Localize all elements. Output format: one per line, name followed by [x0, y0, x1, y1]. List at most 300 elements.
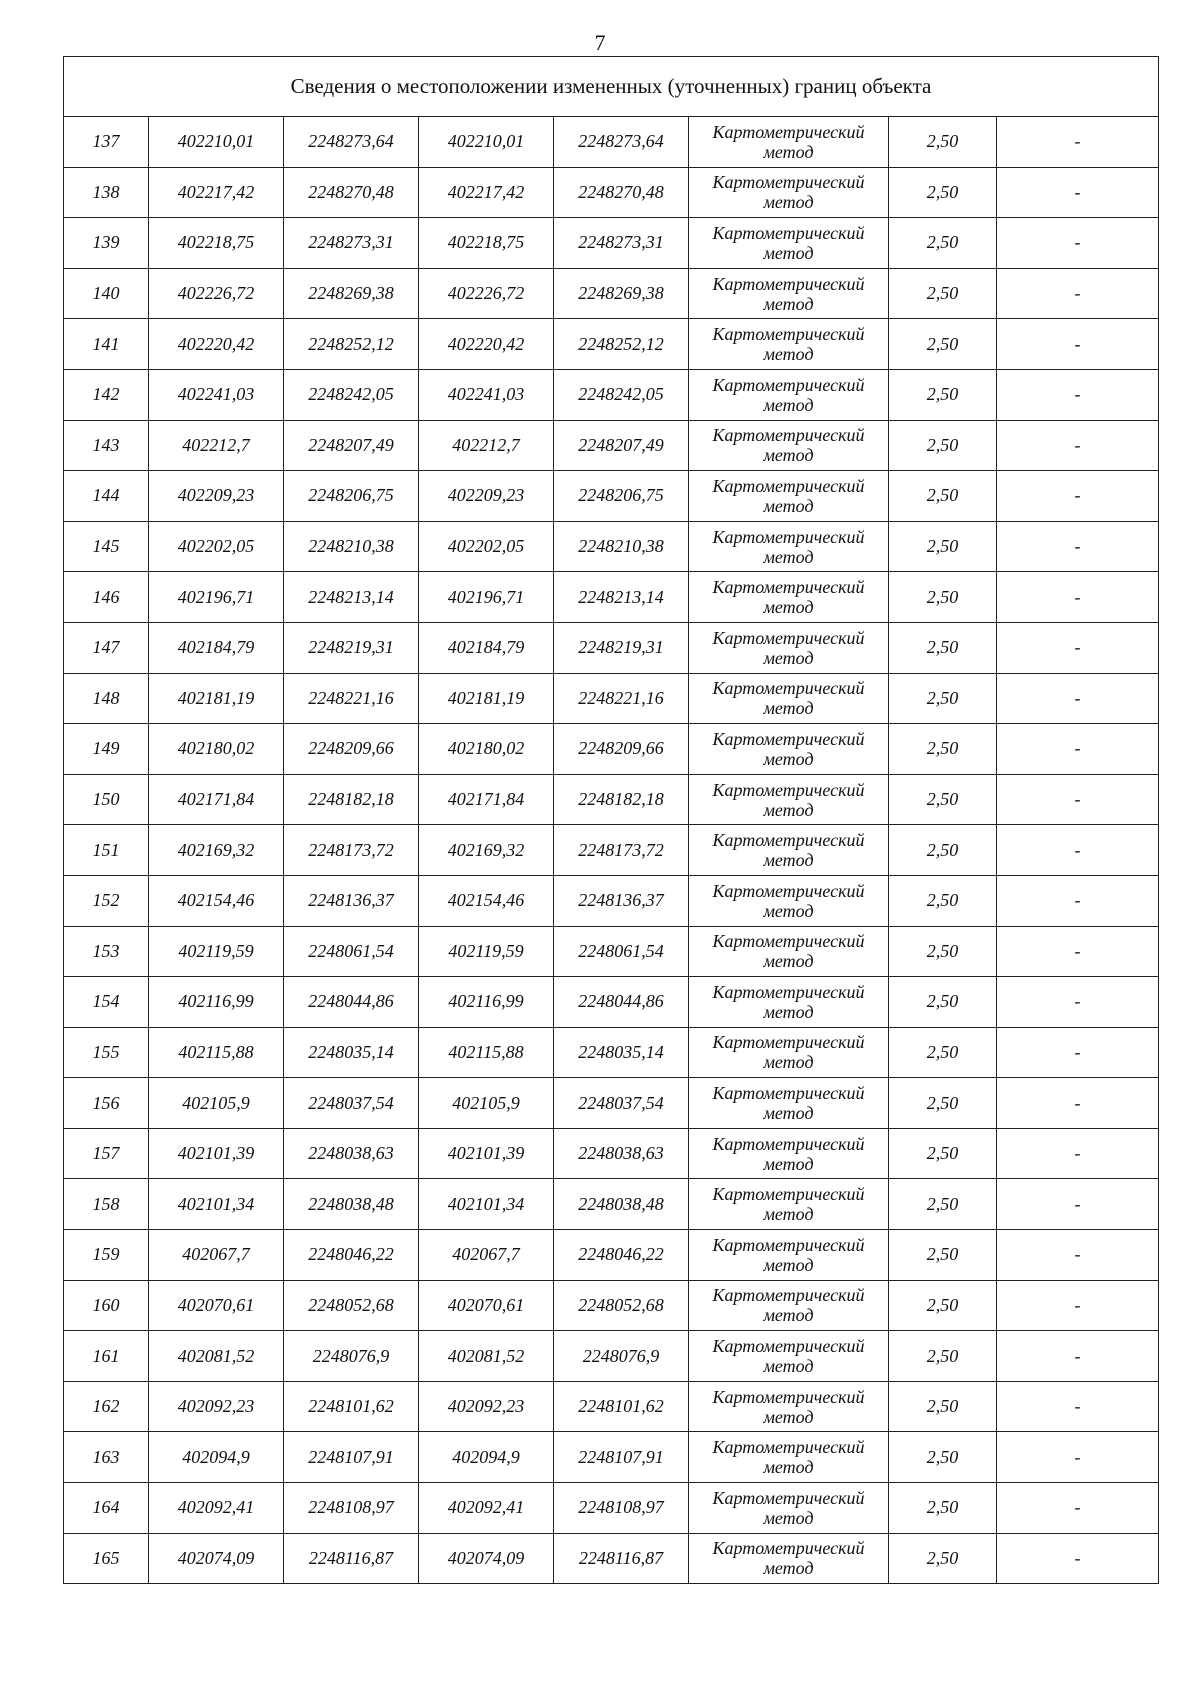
y-existing-cell: 2248210,38 — [284, 521, 419, 572]
x-refined-cell: 402202,05 — [419, 521, 554, 572]
method-line-1: Картометрический — [712, 981, 865, 1002]
point-number-cell: 147 — [64, 622, 149, 673]
description-cell: - — [997, 218, 1159, 269]
y-refined-cell: 2248107,91 — [554, 1432, 689, 1483]
x-refined-cell: 402067,7 — [419, 1230, 554, 1281]
x-existing-cell: 402210,01 — [149, 117, 284, 168]
point-number-cell: 142 — [64, 369, 149, 420]
y-refined-cell: 2248061,54 — [554, 926, 689, 977]
x-existing-cell: 402070,61 — [149, 1280, 284, 1331]
method-line-2: метод — [763, 748, 814, 769]
boundary-coordinates-table — [63, 56, 1159, 1584]
method-line-1: Картометрический — [712, 273, 865, 294]
table-row — [64, 1432, 1159, 1483]
table-row — [64, 622, 1159, 673]
method-cell — [689, 1078, 889, 1129]
accuracy-cell: 2,50 — [889, 875, 997, 926]
y-refined-cell: 2248046,22 — [554, 1230, 689, 1281]
accuracy-cell: 2,50 — [889, 673, 997, 724]
y-existing-cell: 2248101,62 — [284, 1381, 419, 1432]
x-refined-cell: 402241,03 — [419, 369, 554, 420]
method-cell — [689, 319, 889, 370]
y-refined-cell: 2248206,75 — [554, 471, 689, 522]
method-line-1: Картометрический — [712, 1285, 865, 1306]
accuracy-cell: 2,50 — [889, 1432, 997, 1483]
description-cell: - — [997, 1432, 1159, 1483]
method-cell — [689, 1432, 889, 1483]
description-cell: - — [997, 319, 1159, 370]
x-existing-cell: 402092,41 — [149, 1483, 284, 1534]
method-line-1: Картометрический — [712, 1386, 865, 1407]
x-existing-cell: 402202,05 — [149, 521, 284, 572]
x-refined-cell: 402094,9 — [419, 1432, 554, 1483]
x-refined-cell: 402196,71 — [419, 572, 554, 623]
table-row — [64, 1381, 1159, 1432]
y-existing-cell: 2248035,14 — [284, 1027, 419, 1078]
description-cell: - — [997, 471, 1159, 522]
x-refined-cell: 402116,99 — [419, 977, 554, 1028]
accuracy-cell: 2,50 — [889, 521, 997, 572]
x-refined-cell: 402105,9 — [419, 1078, 554, 1129]
description-cell: - — [997, 420, 1159, 471]
accuracy-cell: 2,50 — [889, 1179, 997, 1230]
method-cell — [689, 1230, 889, 1281]
y-refined-cell: 2248213,14 — [554, 572, 689, 623]
method-line-1: Картометрический — [712, 1336, 865, 1357]
x-existing-cell: 402154,46 — [149, 875, 284, 926]
x-refined-cell: 402119,59 — [419, 926, 554, 977]
page-number: 7 — [594, 30, 606, 55]
method-cell — [689, 572, 889, 623]
table-row — [64, 1533, 1159, 1584]
table-row — [64, 1179, 1159, 1230]
accuracy-cell: 2,50 — [889, 420, 997, 471]
point-number-cell: 157 — [64, 1128, 149, 1179]
method-line-2: метод — [763, 900, 814, 921]
accuracy-cell: 2,50 — [889, 218, 997, 269]
method-line-2: метод — [763, 597, 814, 618]
point-number-cell: 138 — [64, 167, 149, 218]
description-cell: - — [997, 1128, 1159, 1179]
method-cell — [689, 825, 889, 876]
method-cell — [689, 167, 889, 218]
point-number-cell: 139 — [64, 218, 149, 269]
point-number-cell: 161 — [64, 1331, 149, 1382]
method-cell — [689, 268, 889, 319]
description-cell: - — [997, 1027, 1159, 1078]
method-line-2: метод — [763, 1406, 814, 1427]
point-number-cell: 160 — [64, 1280, 149, 1331]
x-existing-cell: 402209,23 — [149, 471, 284, 522]
x-existing-cell: 402169,32 — [149, 825, 284, 876]
accuracy-cell: 2,50 — [889, 1280, 997, 1331]
point-number-cell: 165 — [64, 1533, 149, 1584]
table-row — [64, 724, 1159, 775]
x-refined-cell: 402074,09 — [419, 1533, 554, 1584]
description-cell: - — [997, 673, 1159, 724]
y-refined-cell: 2248035,14 — [554, 1027, 689, 1078]
description-cell: - — [997, 1533, 1159, 1584]
point-number-cell: 152 — [64, 875, 149, 926]
y-existing-cell: 2248076,9 — [284, 1331, 419, 1382]
method-cell — [689, 1381, 889, 1432]
table-row — [64, 521, 1159, 572]
method-line-2: метод — [763, 1001, 814, 1022]
x-existing-cell: 402115,88 — [149, 1027, 284, 1078]
x-existing-cell: 402094,9 — [149, 1432, 284, 1483]
method-cell — [689, 1533, 889, 1584]
table-row — [64, 977, 1159, 1028]
accuracy-cell: 2,50 — [889, 1483, 997, 1534]
accuracy-cell: 2,50 — [889, 724, 997, 775]
table-row — [64, 268, 1159, 319]
y-refined-cell: 2248076,9 — [554, 1331, 689, 1382]
y-refined-cell: 2248052,68 — [554, 1280, 689, 1331]
point-number-cell: 163 — [64, 1432, 149, 1483]
x-existing-cell: 402241,03 — [149, 369, 284, 420]
y-refined-cell: 2248219,31 — [554, 622, 689, 673]
x-existing-cell: 402196,71 — [149, 572, 284, 623]
x-refined-cell: 402218,75 — [419, 218, 554, 269]
point-number-cell: 143 — [64, 420, 149, 471]
method-line-2: метод — [763, 242, 814, 263]
table-title: Сведения о местоположении измененных (уточненных) границ объекта — [64, 57, 1159, 117]
accuracy-cell: 2,50 — [889, 167, 997, 218]
table-row — [64, 774, 1159, 825]
x-refined-cell: 402184,79 — [419, 622, 554, 673]
table-row — [64, 1331, 1159, 1382]
x-existing-cell: 402116,99 — [149, 977, 284, 1028]
x-refined-cell: 402092,41 — [419, 1483, 554, 1534]
y-refined-cell: 2248242,05 — [554, 369, 689, 420]
method-line-1: Картометрический — [712, 121, 865, 142]
y-existing-cell: 2248219,31 — [284, 622, 419, 673]
x-existing-cell: 402171,84 — [149, 774, 284, 825]
accuracy-cell: 2,50 — [889, 1078, 997, 1129]
method-line-2: метод — [763, 344, 814, 365]
method-line-2: метод — [763, 951, 814, 972]
y-refined-cell: 2248252,12 — [554, 319, 689, 370]
accuracy-cell: 2,50 — [889, 1027, 997, 1078]
method-cell — [689, 471, 889, 522]
y-existing-cell: 2248221,16 — [284, 673, 419, 724]
table-row — [64, 369, 1159, 420]
point-number-cell: 150 — [64, 774, 149, 825]
method-line-2: метод — [763, 394, 814, 415]
y-existing-cell: 2248273,64 — [284, 117, 419, 168]
x-refined-cell: 402081,52 — [419, 1331, 554, 1382]
point-number-cell: 158 — [64, 1179, 149, 1230]
x-refined-cell: 402210,01 — [419, 117, 554, 168]
method-cell — [689, 1179, 889, 1230]
point-number-cell: 148 — [64, 673, 149, 724]
x-existing-cell: 402212,7 — [149, 420, 284, 471]
x-refined-cell: 402180,02 — [419, 724, 554, 775]
x-refined-cell: 402115,88 — [419, 1027, 554, 1078]
table-title-row — [64, 57, 1159, 117]
method-line-1: Картометрический — [712, 172, 865, 193]
y-existing-cell: 2248108,97 — [284, 1483, 419, 1534]
method-cell — [689, 420, 889, 471]
method-cell — [689, 117, 889, 168]
x-existing-cell: 402181,19 — [149, 673, 284, 724]
method-line-2: метод — [763, 647, 814, 668]
method-line-1: Картометрический — [712, 1487, 865, 1508]
y-refined-cell: 2248210,38 — [554, 521, 689, 572]
accuracy-cell: 2,50 — [889, 1533, 997, 1584]
y-refined-cell: 2248221,16 — [554, 673, 689, 724]
point-number-cell: 140 — [64, 268, 149, 319]
method-line-2: метод — [763, 141, 814, 162]
method-line-1: Картометрический — [712, 526, 865, 547]
method-cell — [689, 1027, 889, 1078]
point-number-cell: 159 — [64, 1230, 149, 1281]
method-line-1: Картометрический — [712, 830, 865, 851]
table-row — [64, 926, 1159, 977]
x-existing-cell: 402101,34 — [149, 1179, 284, 1230]
y-refined-cell: 2248037,54 — [554, 1078, 689, 1129]
method-line-2: метод — [763, 1103, 814, 1124]
method-line-1: Картометрический — [712, 1437, 865, 1458]
accuracy-cell: 2,50 — [889, 268, 997, 319]
x-refined-cell: 402217,42 — [419, 167, 554, 218]
y-refined-cell: 2248270,48 — [554, 167, 689, 218]
y-refined-cell: 2248207,49 — [554, 420, 689, 471]
x-existing-cell: 402119,59 — [149, 926, 284, 977]
method-line-2: метод — [763, 1457, 814, 1478]
method-line-1: Картометрический — [712, 374, 865, 395]
y-refined-cell: 2248209,66 — [554, 724, 689, 775]
y-refined-cell: 2248182,18 — [554, 774, 689, 825]
accuracy-cell: 2,50 — [889, 1331, 997, 1382]
x-refined-cell: 402181,19 — [419, 673, 554, 724]
method-line-1: Картометрический — [712, 475, 865, 496]
method-cell — [689, 369, 889, 420]
y-existing-cell: 2248209,66 — [284, 724, 419, 775]
method-line-1: Картометрический — [712, 1538, 865, 1559]
y-refined-cell: 2248101,62 — [554, 1381, 689, 1432]
method-line-2: метод — [763, 1507, 814, 1528]
method-line-1: Картометрический — [712, 880, 865, 901]
description-cell: - — [997, 369, 1159, 420]
method-cell — [689, 1331, 889, 1382]
method-cell — [689, 622, 889, 673]
accuracy-cell: 2,50 — [889, 369, 997, 420]
description-cell: - — [997, 521, 1159, 572]
x-existing-cell: 402180,02 — [149, 724, 284, 775]
method-line-2: метод — [763, 1204, 814, 1225]
description-cell: - — [997, 825, 1159, 876]
x-refined-cell: 402169,32 — [419, 825, 554, 876]
y-existing-cell: 2248269,38 — [284, 268, 419, 319]
method-line-2: метод — [763, 192, 814, 213]
table-row — [64, 420, 1159, 471]
table-row — [64, 167, 1159, 218]
point-number-cell: 149 — [64, 724, 149, 775]
description-cell: - — [997, 1483, 1159, 1534]
method-line-2: метод — [763, 1305, 814, 1326]
x-refined-cell: 402070,61 — [419, 1280, 554, 1331]
description-cell: - — [997, 1078, 1159, 1129]
accuracy-cell: 2,50 — [889, 774, 997, 825]
description-cell: - — [997, 167, 1159, 218]
y-existing-cell: 2248061,54 — [284, 926, 419, 977]
y-existing-cell: 2248270,48 — [284, 167, 419, 218]
x-refined-cell: 402092,23 — [419, 1381, 554, 1432]
point-number-cell: 154 — [64, 977, 149, 1028]
y-existing-cell: 2248213,14 — [284, 572, 419, 623]
table-row — [64, 1078, 1159, 1129]
point-number-cell: 162 — [64, 1381, 149, 1432]
y-refined-cell: 2248136,37 — [554, 875, 689, 926]
method-line-1: Картометрический — [712, 324, 865, 345]
description-cell: - — [997, 926, 1159, 977]
point-number-cell: 145 — [64, 521, 149, 572]
method-cell — [689, 1280, 889, 1331]
table-row — [64, 218, 1159, 269]
method-line-1: Картометрический — [712, 1184, 865, 1205]
y-refined-cell: 2248273,64 — [554, 117, 689, 168]
table-body — [64, 57, 1159, 1584]
x-refined-cell: 402212,7 — [419, 420, 554, 471]
method-line-1: Картометрический — [712, 931, 865, 952]
description-cell: - — [997, 622, 1159, 673]
x-existing-cell: 402074,09 — [149, 1533, 284, 1584]
description-cell: - — [997, 977, 1159, 1028]
accuracy-cell: 2,50 — [889, 117, 997, 168]
method-line-1: Картометрический — [712, 425, 865, 446]
accuracy-cell: 2,50 — [889, 825, 997, 876]
description-cell: - — [997, 117, 1159, 168]
y-existing-cell: 2248038,63 — [284, 1128, 419, 1179]
method-cell — [689, 1483, 889, 1534]
table-row — [64, 319, 1159, 370]
method-line-2: метод — [763, 1558, 814, 1579]
point-number-cell: 156 — [64, 1078, 149, 1129]
description-cell: - — [997, 1381, 1159, 1432]
description-cell: - — [997, 268, 1159, 319]
method-cell — [689, 1128, 889, 1179]
method-cell — [689, 673, 889, 724]
method-line-2: метод — [763, 293, 814, 314]
accuracy-cell: 2,50 — [889, 926, 997, 977]
y-existing-cell: 2248052,68 — [284, 1280, 419, 1331]
y-existing-cell: 2248206,75 — [284, 471, 419, 522]
y-existing-cell: 2248116,87 — [284, 1533, 419, 1584]
method-line-1: Картометрический — [712, 1234, 865, 1255]
method-cell — [689, 724, 889, 775]
method-line-1: Картометрический — [712, 627, 865, 648]
x-refined-cell: 402171,84 — [419, 774, 554, 825]
description-cell: - — [997, 1280, 1159, 1331]
method-line-2: метод — [763, 850, 814, 871]
y-refined-cell: 2248269,38 — [554, 268, 689, 319]
x-existing-cell: 402067,7 — [149, 1230, 284, 1281]
y-refined-cell: 2248038,48 — [554, 1179, 689, 1230]
x-existing-cell: 402184,79 — [149, 622, 284, 673]
method-line-1: Картометрический — [712, 222, 865, 243]
x-existing-cell: 402217,42 — [149, 167, 284, 218]
table-row — [64, 875, 1159, 926]
method-line-1: Картометрический — [712, 1032, 865, 1053]
method-cell — [689, 875, 889, 926]
method-line-2: метод — [763, 698, 814, 719]
y-existing-cell: 2248207,49 — [284, 420, 419, 471]
point-number-cell: 164 — [64, 1483, 149, 1534]
accuracy-cell: 2,50 — [889, 1128, 997, 1179]
table-row — [64, 1128, 1159, 1179]
table-row — [64, 673, 1159, 724]
point-number-cell: 146 — [64, 572, 149, 623]
x-refined-cell: 402101,39 — [419, 1128, 554, 1179]
description-cell: - — [997, 1331, 1159, 1382]
x-existing-cell: 402081,52 — [149, 1331, 284, 1382]
description-cell: - — [997, 1179, 1159, 1230]
accuracy-cell: 2,50 — [889, 622, 997, 673]
y-existing-cell: 2248242,05 — [284, 369, 419, 420]
x-existing-cell: 402101,39 — [149, 1128, 284, 1179]
method-line-2: метод — [763, 1052, 814, 1073]
x-refined-cell: 402220,42 — [419, 319, 554, 370]
y-refined-cell: 2248108,97 — [554, 1483, 689, 1534]
y-refined-cell: 2248116,87 — [554, 1533, 689, 1584]
y-existing-cell: 2248038,48 — [284, 1179, 419, 1230]
point-number-cell: 144 — [64, 471, 149, 522]
accuracy-cell: 2,50 — [889, 319, 997, 370]
method-cell — [689, 977, 889, 1028]
x-refined-cell: 402101,34 — [419, 1179, 554, 1230]
method-line-1: Картометрический — [712, 577, 865, 598]
x-existing-cell: 402105,9 — [149, 1078, 284, 1129]
point-number-cell: 155 — [64, 1027, 149, 1078]
y-existing-cell: 2248046,22 — [284, 1230, 419, 1281]
x-existing-cell: 402218,75 — [149, 218, 284, 269]
method-cell — [689, 774, 889, 825]
y-refined-cell: 2248044,86 — [554, 977, 689, 1028]
accuracy-cell: 2,50 — [889, 1381, 997, 1432]
description-cell: - — [997, 724, 1159, 775]
y-existing-cell: 2248173,72 — [284, 825, 419, 876]
method-line-2: метод — [763, 445, 814, 466]
accuracy-cell: 2,50 — [889, 977, 997, 1028]
method-cell — [689, 926, 889, 977]
accuracy-cell: 2,50 — [889, 471, 997, 522]
y-refined-cell: 2248173,72 — [554, 825, 689, 876]
table-row — [64, 1483, 1159, 1534]
table-row — [64, 572, 1159, 623]
point-number-cell: 151 — [64, 825, 149, 876]
x-existing-cell: 402092,23 — [149, 1381, 284, 1432]
accuracy-cell: 2,50 — [889, 572, 997, 623]
method-line-1: Картометрический — [712, 779, 865, 800]
table-row — [64, 1280, 1159, 1331]
method-cell — [689, 218, 889, 269]
y-existing-cell: 2248273,31 — [284, 218, 419, 269]
table-row — [64, 825, 1159, 876]
y-existing-cell: 2248252,12 — [284, 319, 419, 370]
table-row — [64, 1230, 1159, 1281]
y-existing-cell: 2248044,86 — [284, 977, 419, 1028]
method-line-1: Картометрический — [712, 1133, 865, 1154]
method-line-1: Картометрический — [712, 728, 865, 749]
x-refined-cell: 402226,72 — [419, 268, 554, 319]
table-row — [64, 471, 1159, 522]
method-line-2: метод — [763, 799, 814, 820]
method-cell — [689, 521, 889, 572]
method-line-2: метод — [763, 495, 814, 516]
y-refined-cell: 2248038,63 — [554, 1128, 689, 1179]
method-line-2: метод — [763, 1153, 814, 1174]
